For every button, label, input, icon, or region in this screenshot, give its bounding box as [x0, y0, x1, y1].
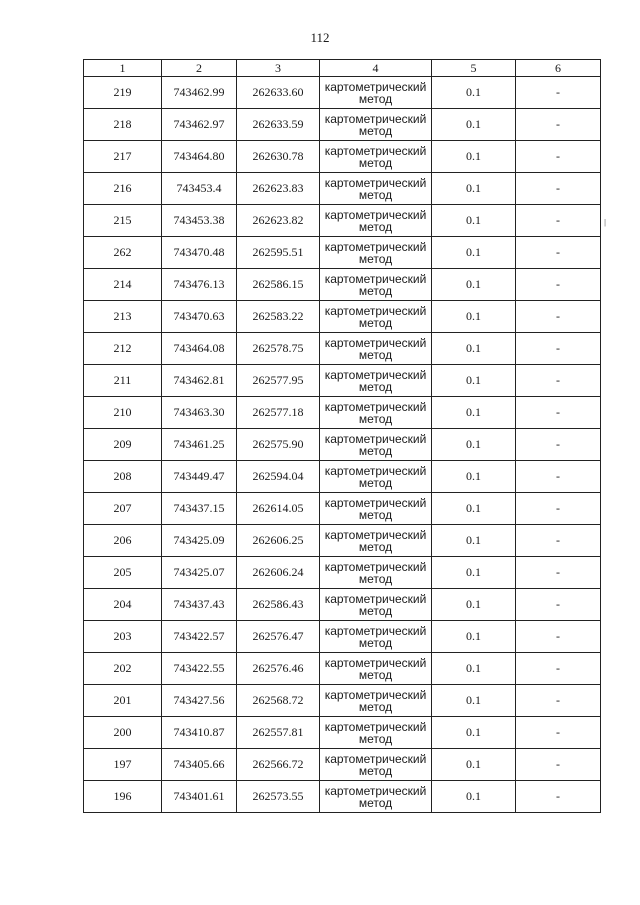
- method-cell: [320, 141, 432, 173]
- y-coordinate-cell: 262568.72: [237, 685, 320, 717]
- x-coordinate-cell: 743437.15: [162, 493, 237, 525]
- point-cell: 212: [84, 333, 162, 365]
- y-coordinate-cell: 262576.47: [237, 621, 320, 653]
- accuracy-cell: 0.1: [432, 717, 516, 749]
- point-cell: 215: [84, 205, 162, 237]
- point-cell: 217: [84, 141, 162, 173]
- method-cell: [320, 557, 432, 589]
- table-row: [84, 429, 601, 461]
- method-line2: метод: [358, 507, 393, 522]
- x-coordinate-cell: 743425.09: [162, 525, 237, 557]
- accuracy-cell: 0.1: [432, 77, 516, 109]
- table-row: [84, 749, 601, 781]
- method-line2: метод: [358, 155, 393, 170]
- x-coordinate-cell: 743425.07: [162, 557, 237, 589]
- point-cell: 216: [84, 173, 162, 205]
- y-coordinate-cell: 262578.75: [237, 333, 320, 365]
- method-cell: [320, 461, 432, 493]
- y-coordinate-cell: 262576.46: [237, 653, 320, 685]
- margin-mark: |: [604, 218, 607, 227]
- method-line1: картометрический: [324, 655, 427, 670]
- note-cell: -: [516, 557, 601, 589]
- note-cell: -: [516, 77, 601, 109]
- x-coordinate-cell: 743476.13: [162, 269, 237, 301]
- note-cell: -: [516, 333, 601, 365]
- y-coordinate-cell: 262633.60: [237, 77, 320, 109]
- method-cell: [320, 365, 432, 397]
- point-cell: 197: [84, 749, 162, 781]
- y-coordinate-cell: 262606.25: [237, 525, 320, 557]
- method-cell: [320, 589, 432, 621]
- point-cell: 218: [84, 109, 162, 141]
- y-coordinate-cell: 262614.05: [237, 493, 320, 525]
- x-coordinate-cell: 743453.38: [162, 205, 237, 237]
- accuracy-cell: 0.1: [432, 397, 516, 429]
- method-cell: [320, 237, 432, 269]
- x-coordinate-cell: 743462.81: [162, 365, 237, 397]
- method-line1: картометрический: [324, 399, 427, 414]
- point-cell: 204: [84, 589, 162, 621]
- accuracy-cell: 0.1: [432, 653, 516, 685]
- header-cell-6: 6: [516, 60, 601, 77]
- method-line1: картометрический: [324, 335, 427, 350]
- note-cell: -: [516, 237, 601, 269]
- point-cell: 210: [84, 397, 162, 429]
- method-line1: картометрический: [324, 783, 427, 798]
- note-cell: -: [516, 429, 601, 461]
- x-coordinate-cell: 743470.48: [162, 237, 237, 269]
- method-line1: картометрический: [324, 719, 427, 734]
- method-line2: метод: [358, 443, 393, 458]
- x-coordinate-cell: 743463.30: [162, 397, 237, 429]
- method-line1: картометрический: [324, 207, 427, 222]
- method-line2: метод: [358, 91, 393, 106]
- method-line2: метод: [358, 571, 393, 586]
- note-cell: -: [516, 685, 601, 717]
- note-cell: -: [516, 365, 601, 397]
- accuracy-cell: 0.1: [432, 109, 516, 141]
- method-cell: [320, 205, 432, 237]
- table-row: [84, 621, 601, 653]
- point-cell: 214: [84, 269, 162, 301]
- method-line2: метод: [358, 219, 393, 234]
- table-row: [84, 461, 601, 493]
- accuracy-cell: 0.1: [432, 781, 516, 813]
- accuracy-cell: 0.1: [432, 493, 516, 525]
- method-line2: метод: [358, 763, 393, 778]
- table-row: [84, 781, 601, 813]
- y-coordinate-cell: 262606.24: [237, 557, 320, 589]
- point-cell: 202: [84, 653, 162, 685]
- method-line1: картометрический: [324, 495, 427, 510]
- method-line2: метод: [358, 667, 393, 682]
- header-cell-1: 1: [84, 60, 162, 77]
- y-coordinate-cell: 262623.83: [237, 173, 320, 205]
- method-line1: картометрический: [324, 367, 427, 382]
- method-line1: картометрический: [324, 111, 427, 126]
- method-cell: [320, 621, 432, 653]
- point-cell: 211: [84, 365, 162, 397]
- y-coordinate-cell: 262630.78: [237, 141, 320, 173]
- point-cell: 208: [84, 461, 162, 493]
- method-line1: картометрический: [324, 687, 427, 702]
- method-line1: картометрический: [324, 143, 427, 158]
- x-coordinate-cell: 743405.66: [162, 749, 237, 781]
- method-cell: [320, 269, 432, 301]
- method-line2: метод: [358, 347, 393, 362]
- method-line2: метод: [358, 795, 393, 810]
- method-line1: картометрический: [324, 79, 427, 94]
- table-row: [84, 333, 601, 365]
- point-cell: 209: [84, 429, 162, 461]
- x-coordinate-cell: 743461.25: [162, 429, 237, 461]
- method-line2: метод: [358, 699, 393, 714]
- method-cell: [320, 301, 432, 333]
- y-coordinate-cell: 262586.43: [237, 589, 320, 621]
- y-coordinate-cell: 262566.72: [237, 749, 320, 781]
- method-line1: картометрический: [324, 239, 427, 254]
- point-cell: 200: [84, 717, 162, 749]
- y-coordinate-cell: 262594.04: [237, 461, 320, 493]
- accuracy-cell: 0.1: [432, 461, 516, 493]
- note-cell: -: [516, 269, 601, 301]
- method-line2: метод: [358, 539, 393, 554]
- note-cell: -: [516, 461, 601, 493]
- method-line2: метод: [358, 251, 393, 266]
- point-cell: 201: [84, 685, 162, 717]
- point-cell: 219: [84, 77, 162, 109]
- method-line1: картометрический: [324, 623, 427, 638]
- table-row: [84, 237, 601, 269]
- method-line1: картометрический: [324, 175, 427, 190]
- table-row: [84, 493, 601, 525]
- note-cell: -: [516, 301, 601, 333]
- x-coordinate-cell: 743427.56: [162, 685, 237, 717]
- table-row: [84, 109, 601, 141]
- x-coordinate-cell: 743449.47: [162, 461, 237, 493]
- table-body: [84, 77, 601, 813]
- y-coordinate-cell: 262623.82: [237, 205, 320, 237]
- x-coordinate-cell: 743437.43: [162, 589, 237, 621]
- x-coordinate-cell: 743462.99: [162, 77, 237, 109]
- header-row: [84, 60, 601, 77]
- point-cell: 213: [84, 301, 162, 333]
- header-cell-2: 2: [162, 60, 237, 77]
- note-cell: -: [516, 173, 601, 205]
- y-coordinate-cell: 262573.55: [237, 781, 320, 813]
- method-line1: картометрический: [324, 431, 427, 446]
- table-row: [84, 173, 601, 205]
- header-cell-5: 5: [432, 60, 516, 77]
- note-cell: -: [516, 141, 601, 173]
- method-line1: картометрический: [324, 271, 427, 286]
- note-cell: -: [516, 781, 601, 813]
- y-coordinate-cell: 262577.95: [237, 365, 320, 397]
- method-cell: [320, 429, 432, 461]
- table-row: [84, 685, 601, 717]
- y-coordinate-cell: 262633.59: [237, 109, 320, 141]
- x-coordinate-cell: 743462.97: [162, 109, 237, 141]
- x-coordinate-cell: 743401.61: [162, 781, 237, 813]
- table-row: [84, 269, 601, 301]
- y-coordinate-cell: 262595.51: [237, 237, 320, 269]
- accuracy-cell: 0.1: [432, 557, 516, 589]
- method-line1: картометрический: [324, 463, 427, 478]
- accuracy-cell: 0.1: [432, 301, 516, 333]
- table-row: [84, 653, 601, 685]
- x-coordinate-cell: 743422.57: [162, 621, 237, 653]
- method-line2: метод: [358, 411, 393, 426]
- accuracy-cell: 0.1: [432, 365, 516, 397]
- page-number: 112: [310, 30, 330, 45]
- accuracy-cell: 0.1: [432, 525, 516, 557]
- accuracy-cell: 0.1: [432, 685, 516, 717]
- method-line1: картометрический: [324, 527, 427, 542]
- y-coordinate-cell: 262575.90: [237, 429, 320, 461]
- table-row: [84, 589, 601, 621]
- table-row: [84, 525, 601, 557]
- method-line1: картометрический: [324, 559, 427, 574]
- table-header: [84, 60, 601, 77]
- x-coordinate-cell: 743464.80: [162, 141, 237, 173]
- header-cell-4: 4: [320, 60, 432, 77]
- point-cell: 196: [84, 781, 162, 813]
- method-cell: [320, 749, 432, 781]
- method-line2: метод: [358, 315, 393, 330]
- method-line2: метод: [358, 731, 393, 746]
- method-line2: метод: [358, 635, 393, 650]
- accuracy-cell: 0.1: [432, 749, 516, 781]
- method-cell: [320, 333, 432, 365]
- table-row: [84, 301, 601, 333]
- x-coordinate-cell: 743453.4: [162, 173, 237, 205]
- table-row: [84, 77, 601, 109]
- coordinates-table: [83, 59, 601, 813]
- point-cell: 206: [84, 525, 162, 557]
- point-cell: 205: [84, 557, 162, 589]
- table-row: [84, 365, 601, 397]
- method-line1: картометрический: [324, 591, 427, 606]
- y-coordinate-cell: 262557.81: [237, 717, 320, 749]
- accuracy-cell: 0.1: [432, 333, 516, 365]
- table-row: [84, 397, 601, 429]
- method-cell: [320, 685, 432, 717]
- method-cell: [320, 717, 432, 749]
- method-line1: картометрический: [324, 751, 427, 766]
- accuracy-cell: 0.1: [432, 141, 516, 173]
- method-cell: [320, 653, 432, 685]
- accuracy-cell: 0.1: [432, 205, 516, 237]
- note-cell: -: [516, 109, 601, 141]
- method-cell: [320, 525, 432, 557]
- method-cell: [320, 77, 432, 109]
- note-cell: -: [516, 205, 601, 237]
- method-cell: [320, 173, 432, 205]
- note-cell: -: [516, 717, 601, 749]
- note-cell: -: [516, 525, 601, 557]
- method-line1: картометрический: [324, 303, 427, 318]
- method-line2: метод: [358, 123, 393, 138]
- accuracy-cell: 0.1: [432, 621, 516, 653]
- y-coordinate-cell: 262577.18: [237, 397, 320, 429]
- note-cell: -: [516, 621, 601, 653]
- x-coordinate-cell: 743422.55: [162, 653, 237, 685]
- method-line2: метод: [358, 187, 393, 202]
- note-cell: -: [516, 589, 601, 621]
- x-coordinate-cell: 743410.87: [162, 717, 237, 749]
- method-cell: [320, 781, 432, 813]
- table-row: [84, 141, 601, 173]
- point-cell: 207: [84, 493, 162, 525]
- x-coordinate-cell: 743464.08: [162, 333, 237, 365]
- method-cell: [320, 397, 432, 429]
- note-cell: -: [516, 749, 601, 781]
- method-line2: метод: [358, 379, 393, 394]
- accuracy-cell: 0.1: [432, 589, 516, 621]
- y-coordinate-cell: 262586.15: [237, 269, 320, 301]
- table-row: [84, 557, 601, 589]
- accuracy-cell: 0.1: [432, 429, 516, 461]
- accuracy-cell: 0.1: [432, 237, 516, 269]
- table-row: [84, 717, 601, 749]
- y-coordinate-cell: 262583.22: [237, 301, 320, 333]
- header-cell-3: 3: [237, 60, 320, 77]
- accuracy-cell: 0.1: [432, 173, 516, 205]
- table-row: [84, 205, 601, 237]
- point-cell: 262: [84, 237, 162, 269]
- point-cell: 203: [84, 621, 162, 653]
- method-cell: [320, 109, 432, 141]
- note-cell: -: [516, 397, 601, 429]
- method-line2: метод: [358, 475, 393, 490]
- method-cell: [320, 493, 432, 525]
- method-line2: метод: [358, 283, 393, 298]
- method-line2: метод: [358, 603, 393, 618]
- accuracy-cell: 0.1: [432, 269, 516, 301]
- note-cell: -: [516, 493, 601, 525]
- x-coordinate-cell: 743470.63: [162, 301, 237, 333]
- note-cell: -: [516, 653, 601, 685]
